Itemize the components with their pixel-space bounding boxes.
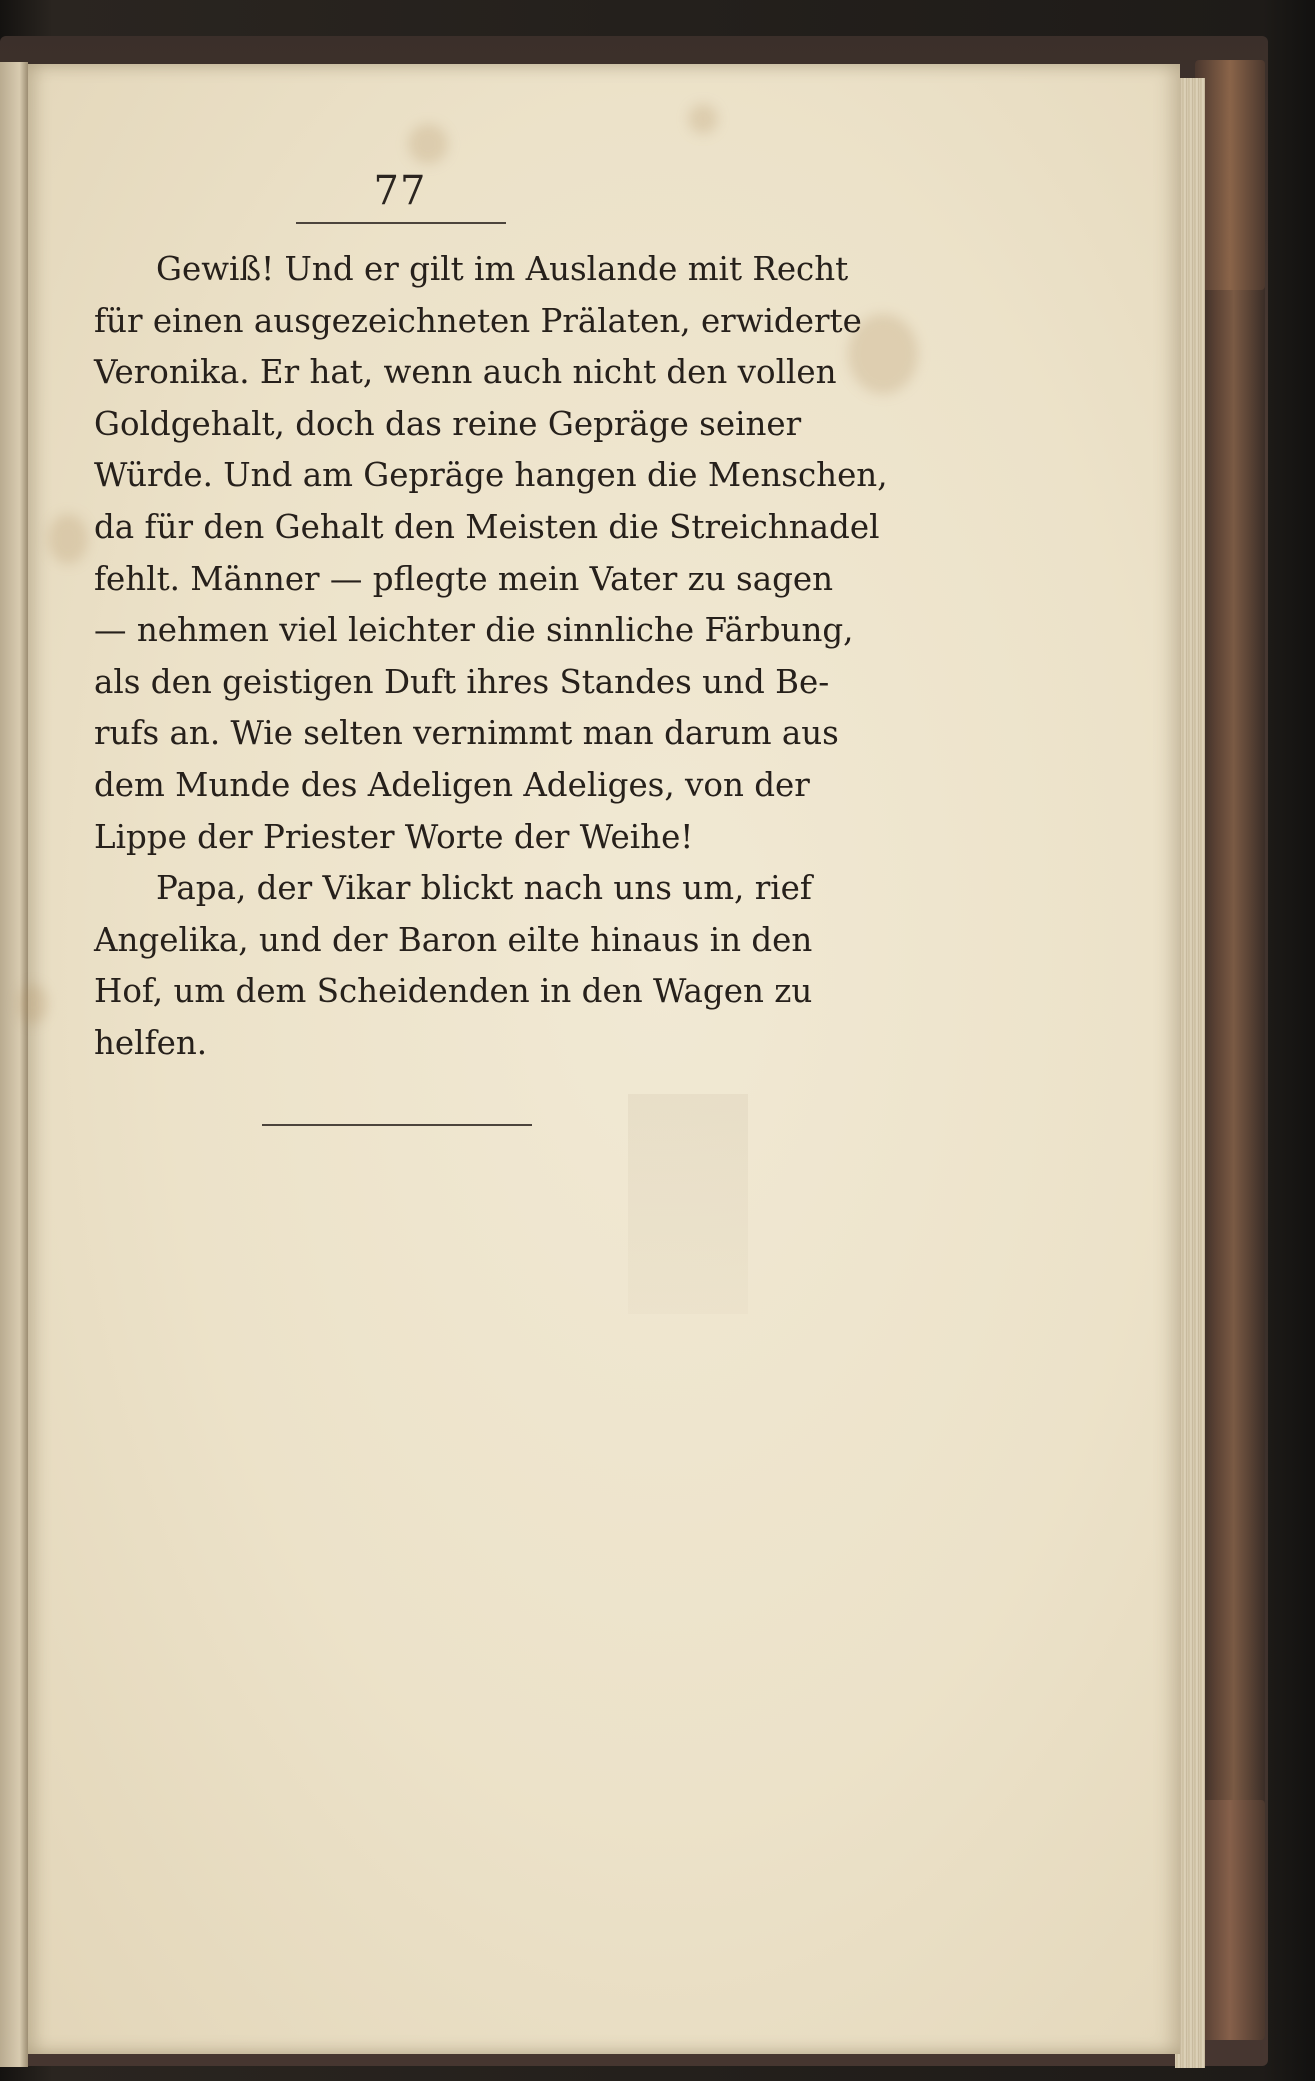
previous-page-edge — [0, 62, 28, 2067]
text-line: helfen. — [94, 1023, 208, 1062]
book-corner-top — [1195, 60, 1265, 290]
text-line: — nehmen viel leichter die sinnliche Färbung, — [94, 611, 854, 650]
text-line: rufs an. Wie selten vernimmt man darum aus — [94, 714, 839, 753]
text-line: für einen ausgezeichneten Prälaten, erwiderte — [94, 301, 862, 340]
text-line: Angelika, und der Baron eilte hinaus in den — [94, 920, 813, 959]
end-rule — [262, 1124, 532, 1126]
text-line: Papa, der Vikar blickt nach uns um, rief — [156, 869, 812, 908]
text-line: Veronika. Er hat, wenn auch nicht den vollen — [94, 353, 837, 392]
foxing-spot — [18, 984, 48, 1024]
text-line: dem Munde des Adeligen Adeliges, von der — [94, 765, 810, 804]
text-line: Gewiß! Und er gilt im Auslande mit Recht — [156, 250, 849, 288]
book-edge — [1195, 60, 1265, 2040]
foxing-spot — [688, 104, 718, 134]
foxing-spot — [408, 124, 448, 164]
text-line: fehlt. Männer — pflegte mein Vater zu sagen — [94, 559, 834, 598]
text-line: Hof, um dem Scheidenden in den Wagen zu — [94, 972, 813, 1011]
text-line: Lippe der Priester Worte der Weihe! — [94, 817, 694, 856]
text-line: da für den Gehalt den Meisten die Streichnadel — [94, 507, 880, 546]
paragraph — [94, 863, 813, 1069]
body-text — [94, 244, 888, 1070]
foxing-spot — [48, 514, 88, 564]
text-line: Würde. Und am Gepräge hangen die Menschen, — [94, 456, 888, 495]
header-rule — [296, 222, 506, 224]
text-line: als den geistigen Duft ihres Standes und Be- — [94, 662, 830, 701]
text-line: Goldgehalt, doch das reine Gepräge seiner — [94, 404, 802, 443]
page-number: 77 — [373, 168, 427, 214]
paragraph — [94, 244, 888, 863]
show-through-text — [628, 1094, 748, 1314]
book-corner-bottom — [1195, 1800, 1265, 2040]
